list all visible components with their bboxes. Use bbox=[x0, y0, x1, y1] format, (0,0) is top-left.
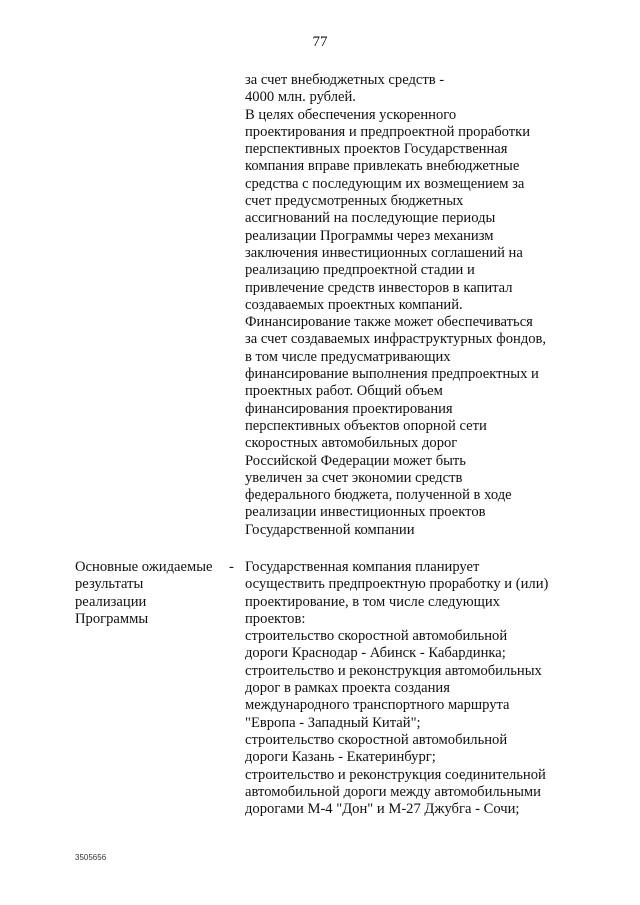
text-line: средства с последующим их возмещением за bbox=[245, 175, 525, 192]
text-line: реализации Программы через механизм bbox=[245, 227, 494, 244]
text-line: реализации инвестиционных проектов bbox=[245, 504, 486, 521]
text-line: проектирование, в том числе следующих bbox=[245, 593, 500, 610]
document-id: 3505656 bbox=[75, 853, 107, 862]
text-line: осуществить предпроектную проработку и (или) bbox=[245, 576, 549, 593]
text-line: дороги Казань - Екатеринбург; bbox=[245, 749, 436, 766]
text-line: перспективных проектов Государственная bbox=[245, 141, 508, 158]
text-line: В целях обеспечения ускоренного bbox=[245, 106, 457, 123]
text-line: Финансирование также может обеспечиваться bbox=[245, 314, 533, 331]
text-line: 4000 млн. рублей. bbox=[245, 89, 356, 106]
text-line: заключения инвестиционных соглашений на bbox=[245, 244, 523, 261]
text-line: увеличен за счет экономии средств bbox=[245, 469, 463, 486]
text-line: дорогами М-4 "Дон" и М-27 Джубга - Сочи; bbox=[245, 801, 520, 818]
text-line: в том числе предусматривающих bbox=[245, 348, 451, 365]
text-line: реализацию предпроектной стадии и bbox=[245, 262, 475, 279]
text-line: дорог в рамках проекта создания bbox=[245, 680, 450, 697]
label-dash: - bbox=[229, 559, 234, 575]
text-line: Государственная компания планирует bbox=[245, 559, 480, 575]
text-line: Российской Федерации может быть bbox=[245, 452, 466, 469]
text-line: за счет внебюджетных средств - bbox=[245, 72, 445, 88]
text-line: финансирование выполнения предпроектных и bbox=[245, 366, 539, 383]
text-line: "Европа - Западный Китай"; bbox=[245, 714, 421, 731]
text-line: строительство скоростной автомобильной bbox=[245, 731, 508, 748]
page-number: 77 bbox=[312, 34, 328, 50]
text-line: проектных работ. Общий объем bbox=[245, 383, 443, 400]
text-line: дороги Краснодар - Абинск - Кабардинка; bbox=[245, 645, 506, 662]
text-line: строительство и реконструкция автомобильных bbox=[245, 662, 542, 679]
text-line: счет предусмотренных бюджетных bbox=[245, 193, 464, 210]
text-line: Государственной компании bbox=[245, 521, 415, 538]
text-line: международного транспортного маршрута bbox=[245, 697, 510, 714]
text-line: проектирования и предпроектной проработки bbox=[245, 123, 531, 140]
label-line: реализации bbox=[75, 593, 147, 610]
text-line: строительство и реконструкция соединительной bbox=[245, 766, 546, 783]
text-line: федерального бюджета, полученной в ходе bbox=[245, 487, 512, 504]
text-line: финансирования проектирования bbox=[245, 400, 453, 417]
text-line: создаваемых проектных компаний. bbox=[245, 296, 463, 313]
label-line: результаты bbox=[75, 576, 144, 593]
results-section-label bbox=[75, 559, 235, 628]
text-line: привлечение средств инвесторов в капитал bbox=[245, 279, 513, 296]
text-line: за счет создаваемых инфраструктурных фондов, bbox=[245, 331, 547, 348]
text-line: скоростных автомобильных дорог bbox=[245, 435, 458, 452]
text-line: перспективных объектов опорной сети bbox=[245, 417, 487, 434]
text-line: компания вправе привлекать внебюджетные bbox=[245, 158, 520, 175]
results-section-text bbox=[245, 559, 617, 818]
text-line: ассигнований на последующие периоды bbox=[245, 210, 496, 227]
continuation-paragraph bbox=[245, 72, 617, 539]
label-line: Программы bbox=[75, 610, 149, 627]
text-line: проектов: bbox=[245, 610, 306, 627]
text-line: автомобильной дороги между автомобильными bbox=[245, 783, 541, 800]
label-line: Основные ожидаемые bbox=[75, 559, 213, 575]
text-line: строительство скоростной автомобильной bbox=[245, 628, 508, 645]
